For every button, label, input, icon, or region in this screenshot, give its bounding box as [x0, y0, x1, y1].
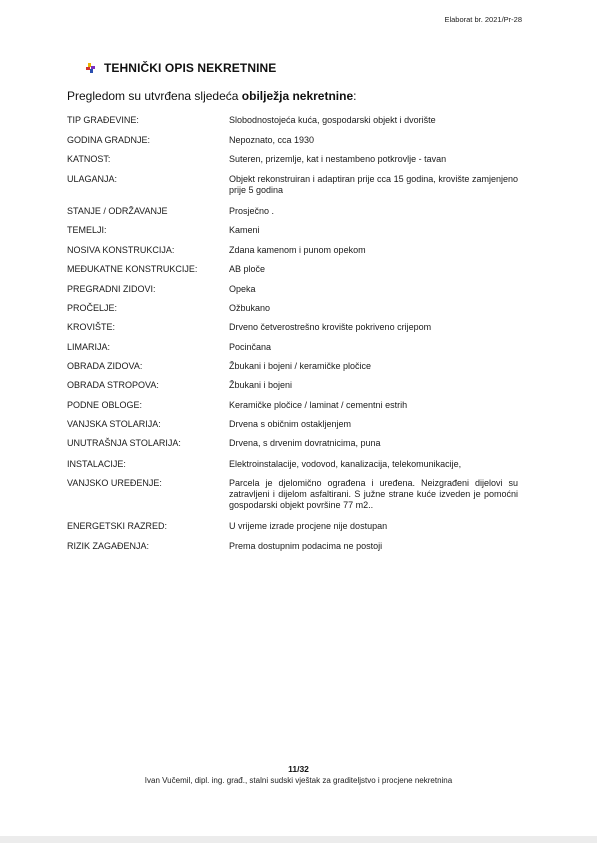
row-label: TEMELJI: — [67, 225, 107, 235]
row-label: INSTALACIJE: — [67, 459, 126, 469]
row-value: Kameni — [229, 225, 260, 235]
intro-text: Pregledom su utvrđena sljedeća — [67, 89, 242, 103]
row-label: KATNOST: — [67, 154, 111, 164]
row-label: ULAGANJA: — [67, 174, 118, 184]
row-label: OBRADA ZIDOVA: — [67, 361, 143, 371]
row-label: GODINA GRADNJE: — [67, 135, 151, 145]
intro-sentence — [67, 89, 357, 103]
row-value: Prosječno . — [229, 206, 275, 216]
row-value: U vrijeme izrade procjene nije dostupan — [229, 521, 388, 531]
row-label: OBRADA STROPOVA: — [67, 380, 159, 390]
row-value: Drvena, s drvenim dovratnicima, puna — [229, 438, 381, 448]
row-value: Drvena s običnim ostakljenjem — [229, 419, 352, 429]
section-heading — [86, 61, 276, 75]
four-color-bullet-icon — [86, 63, 96, 73]
row-value: Prema dostupnim podacima ne postoji — [229, 541, 383, 551]
document-reference: Elaborat br. 2021/Pr-28 — [444, 15, 522, 24]
row-label: LIMARIJA: — [67, 342, 111, 352]
row-label: NOSIVA KONSTRUKCIJA: — [67, 245, 175, 255]
row-value: Keramičke pločice / laminat / cementni estrih — [229, 400, 408, 410]
row-value: Elektroinstalacije, vodovod, kanalizacija, telekomunikacije, — [229, 459, 462, 469]
intro-bold-text: obilježja nekretnine — [241, 89, 354, 103]
row-label: MEĐUKATNE KONSTRUKCIJE: — [67, 264, 198, 274]
row-label: VANJSKO UREĐENJE: — [67, 478, 162, 488]
page-number: 11/32 — [288, 764, 309, 774]
row-value: Žbukani i bojeni — [229, 380, 293, 390]
row-value: Objekt rekonstruiran i adaptiran prije cca 15 godina, krovište zamjenjeno prije 5 godina — [229, 174, 518, 195]
row-label: PREGRADNI ZIDOVI: — [67, 284, 156, 294]
row-label: KROVIŠTE: — [67, 322, 116, 332]
footer-author-line: Ivan Vučemil, dipl. ing. građ., stalni sudski vještak za graditeljstvo i procjene nekretnina — [144, 776, 453, 785]
row-label: PODNE OBLOGE: — [67, 400, 143, 410]
row-label: VANJSKA STOLARIJA: — [67, 419, 161, 429]
page-bottom-edge — [0, 836, 597, 843]
row-label: UNUTRAŠNJA STOLARIJA: — [67, 438, 181, 448]
row-label: TIP GRAĐEVINE: — [67, 115, 139, 125]
intro-suffix: : — [353, 89, 357, 103]
row-value: Pocinčana — [229, 342, 272, 352]
row-value: AB ploče — [229, 264, 266, 274]
row-value: Slobodnostojeća kuća, gospodarski objekt i dvorište — [229, 115, 436, 125]
row-value: Drveno četverostrešno krovište pokriveno crijepom — [229, 322, 432, 332]
row-label: PROČELJE: — [67, 303, 118, 313]
row-label: RIZIK ZAGAĐENJA: — [67, 541, 150, 551]
row-value: Opeka — [229, 284, 256, 294]
row-value: Suteren, prizemlje, kat i nestambeno potkrovlje - tavan — [229, 154, 447, 164]
row-label: STANJE / ODRŽAVANJE — [67, 206, 168, 216]
row-value: Ožbukano — [229, 303, 271, 313]
row-value: Žbukani i bojeni / keramičke pločice — [229, 361, 372, 371]
section-title: TEHNIČKI OPIS NEKRETNINE — [104, 61, 277, 75]
row-value: Zdana kamenom i punom opekom — [229, 245, 366, 255]
row-value: Nepoznato, cca 1930 — [229, 135, 315, 145]
row-value: Parcela je djelomično ograđena i uređena. Neizgrađeni dijelovi su zatravljeni i dijelom asfaltirani. S južne strane kuće izveden je pomoćni gospodarski objekt površine 77 m2.. — [229, 478, 518, 510]
row-label: ENERGETSKI RAZRED: — [67, 521, 168, 531]
